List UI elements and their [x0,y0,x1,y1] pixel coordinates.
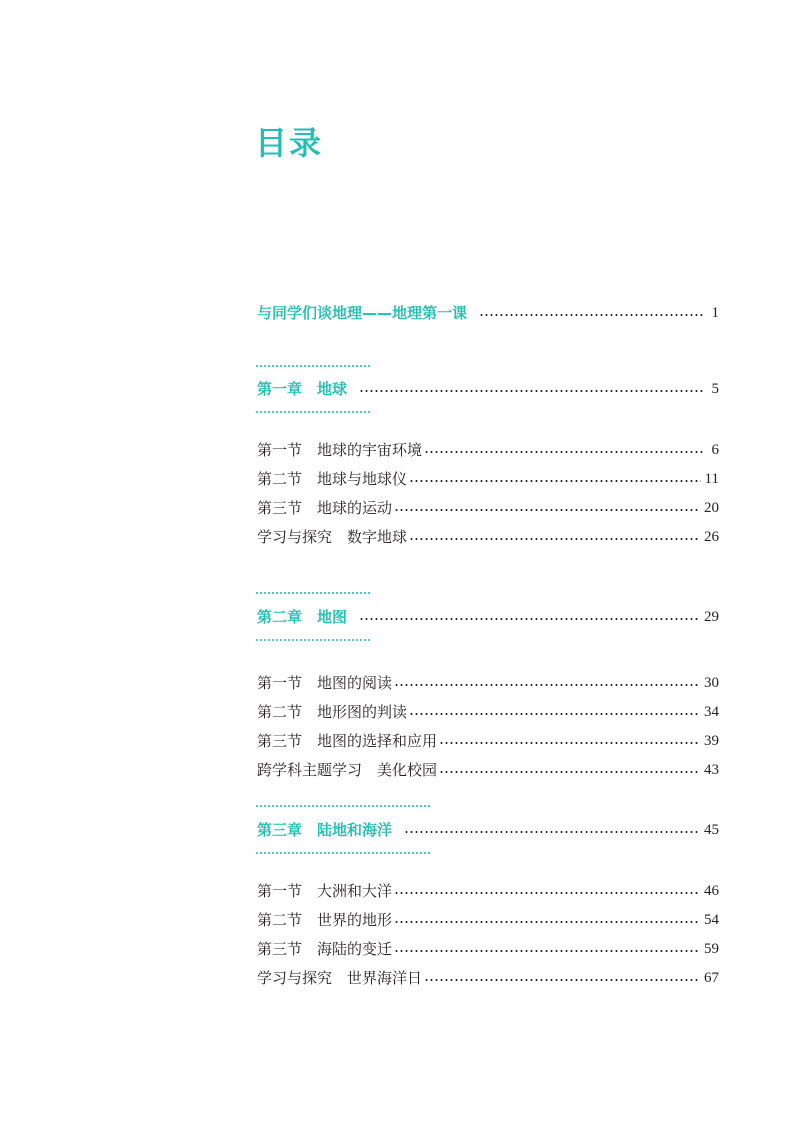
chapter-label: 第一章 地球 [257,380,348,398]
chapter-divider-top [255,805,430,807]
toc-intro-row[interactable] [257,301,719,325]
page-number: 26 [704,529,719,545]
toc-section-row[interactable] [257,496,719,520]
toc-section-row[interactable] [257,966,719,990]
toc-section-row[interactable] [257,729,719,753]
dot-leader [479,314,703,316]
chapter-divider-top [255,592,371,594]
section-label: 第三节 地球的运动 [257,499,393,517]
page-number: 20 [704,500,719,516]
toc-chapter-row[interactable] [257,377,719,401]
chapter-label: 第二章 地图 [257,608,348,626]
page-number: 1 [711,305,719,321]
section-label: 学习与探究 世界海洋日 [257,969,423,987]
chapter-divider-bottom [255,852,430,854]
section-label: 第二节 地球与地球仪 [257,470,408,488]
toc-intro-label: 与同学们谈地理——地理第一课 [257,304,468,322]
page-number: 5 [711,381,719,397]
section-label: 第一节 地图的阅读 [257,674,393,692]
chapter-divider-top [255,365,371,367]
section-label: 第一节 地球的宇宙环境 [257,441,423,459]
toc-section-row[interactable] [257,700,719,724]
toc-section-row[interactable] [257,758,719,782]
page-number: 34 [704,704,719,720]
page-number: 67 [704,970,719,986]
dot-leader [394,950,700,952]
section-label: 第三节 地图的选择和应用 [257,732,438,750]
dot-leader [394,892,700,894]
dot-leader [424,451,703,453]
page-number: 43 [704,762,719,778]
dot-leader [439,771,700,773]
dot-leader [409,538,700,540]
toc-section-row[interactable] [257,467,719,491]
dot-leader [439,742,700,744]
page-number: 59 [704,941,719,957]
section-label: 跨学科主题学习 美化校园 [257,761,438,779]
toc-section-row[interactable] [257,438,719,462]
toc-section-row[interactable] [257,671,719,695]
section-label: 学习与探究 数字地球 [257,528,408,546]
page-number: 45 [704,822,719,838]
chapter-divider-bottom [255,639,371,641]
dot-leader [394,921,700,923]
dot-leader [394,509,700,511]
section-label: 第二节 地形图的判读 [257,703,408,721]
section-label: 第二节 世界的地形 [257,911,393,929]
dot-leader [404,831,700,833]
toc-section-row[interactable] [257,937,719,961]
dot-leader [409,480,701,482]
dot-leader [409,713,700,715]
dot-leader [359,390,703,392]
page-number: 11 [704,471,719,487]
page-number: 30 [704,675,719,691]
dot-leader [359,618,700,620]
section-label: 第三节 海陆的变迁 [257,940,393,958]
dot-leader [424,979,700,981]
toc-chapter-row[interactable] [257,818,719,842]
page-title: 目录 [255,124,324,162]
page-number: 6 [711,442,719,458]
toc-section-row[interactable] [257,908,719,932]
chapter-divider-bottom [255,411,371,413]
page-number: 29 [704,609,719,625]
toc-section-row[interactable] [257,879,719,903]
page-number: 54 [704,912,719,928]
page-number: 46 [704,883,719,899]
section-label: 第一节 大洲和大洋 [257,882,393,900]
toc-chapter-row[interactable] [257,605,719,629]
page-number: 39 [704,733,719,749]
dot-leader [394,684,700,686]
toc-section-row[interactable] [257,525,719,549]
chapter-label: 第三章 陆地和海洋 [257,821,393,839]
